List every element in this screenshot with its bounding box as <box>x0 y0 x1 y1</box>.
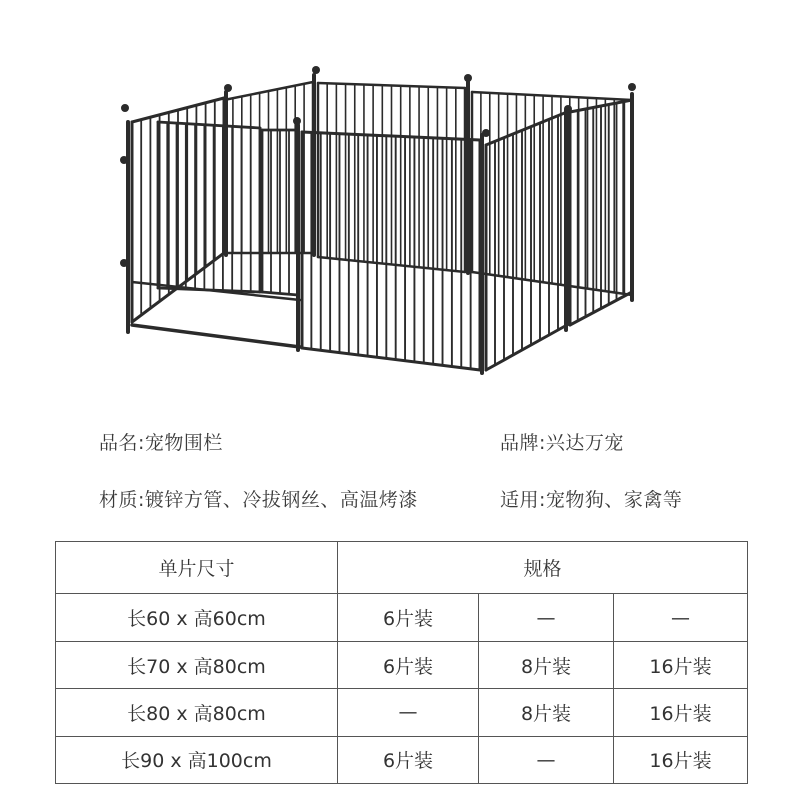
product-name <box>99 428 223 455</box>
table-row <box>56 689 748 736</box>
spec-table <box>55 541 748 784</box>
cell-option: 6片装 <box>338 641 479 688</box>
header-size: 单片尺寸 <box>56 542 338 594</box>
cell-option: 8片装 <box>479 689 614 736</box>
cell-option: 6片装 <box>338 736 479 783</box>
cell-option: — <box>614 594 748 641</box>
header-spec: 规格 <box>338 542 748 594</box>
product-name-label: 品名: <box>99 432 145 454</box>
table-row <box>56 641 748 688</box>
table-row <box>56 736 748 783</box>
product-usage-value: 宠物狗、家禽等 <box>545 489 683 511</box>
cell-option: — <box>479 736 614 783</box>
product-brand <box>500 428 624 455</box>
product-brand-label: 品牌: <box>500 432 546 454</box>
product-material-label: 材质: <box>99 489 145 511</box>
product-material-value: 镀锌方管、冷拔钢丝、高温烤漆 <box>144 489 418 511</box>
cell-size: 长80 x 高80cm <box>56 689 338 736</box>
cell-option: — <box>479 594 614 641</box>
cell-size: 长70 x 高80cm <box>56 641 338 688</box>
cell-option: 16片装 <box>614 689 748 736</box>
cell-option: 16片装 <box>614 641 748 688</box>
cell-option: — <box>338 689 479 736</box>
product-material <box>99 485 418 512</box>
cell-option: 16片装 <box>614 736 748 783</box>
product-name-value: 宠物围栏 <box>144 432 223 454</box>
cell-option: 6片装 <box>338 594 479 641</box>
product-brand-value: 兴达万宠 <box>545 432 624 454</box>
cell-size: 长60 x 高60cm <box>56 594 338 641</box>
table-row <box>56 594 748 641</box>
cell-option: 8片装 <box>479 641 614 688</box>
product-usage <box>500 485 682 512</box>
product-usage-label: 适用: <box>500 489 546 511</box>
cell-size: 长90 x 高100cm <box>56 736 338 783</box>
spec-table-header <box>56 542 748 594</box>
